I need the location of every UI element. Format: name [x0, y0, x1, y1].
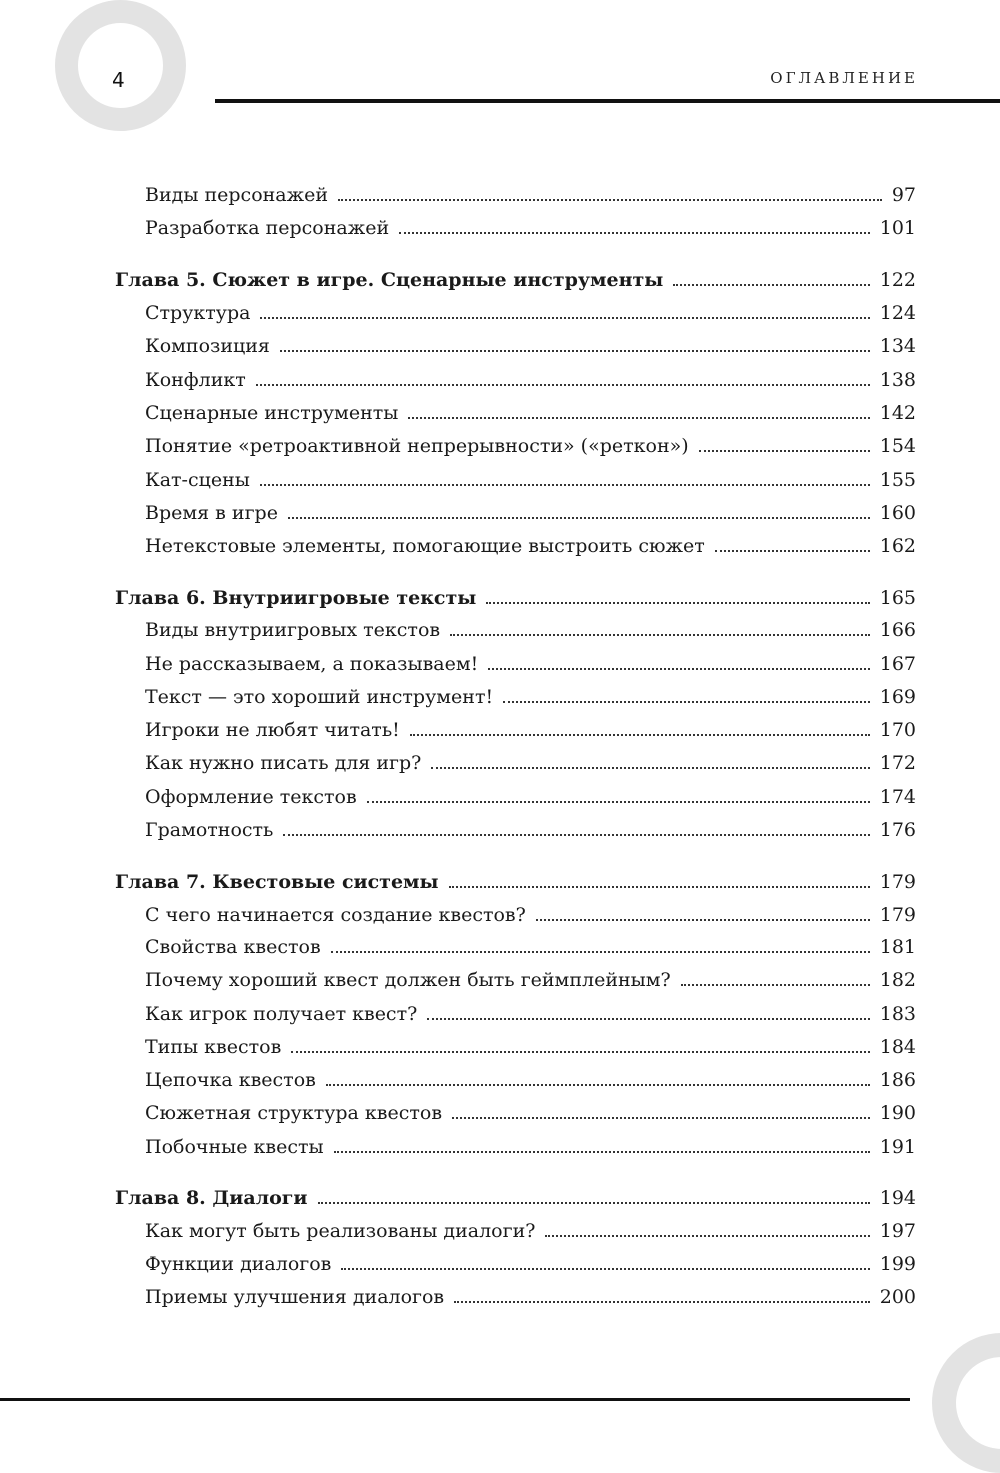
toc-chapter-page: 179: [879, 871, 916, 893]
toc-entry-page: 154: [879, 435, 916, 457]
toc-leader-dots: [452, 1117, 870, 1119]
toc-entry: [145, 685, 916, 709]
toc-chapter-title: Глава 8. Диалоги: [115, 1187, 308, 1209]
toc-chapter: [115, 586, 916, 610]
toc-entry: [145, 501, 916, 525]
toc-entry-title: Нетекстовые элементы, помогающие выстроить сюжет: [145, 535, 705, 557]
toc-leader-dots: [283, 834, 869, 836]
toc-entry-title: Не рассказываем, а показываем!: [145, 653, 479, 675]
toc-entry-title: Как игрок получает квест?: [145, 1003, 418, 1025]
toc-chapter-page: 194: [879, 1187, 916, 1209]
toc-entry-title: Текст — это хороший инструмент!: [145, 686, 494, 708]
toc-entry-title: Побочные квесты: [145, 1136, 324, 1158]
toc-entry: [145, 401, 916, 425]
toc-entry: [145, 216, 916, 240]
toc-entry: [145, 1035, 916, 1059]
toc-leader-dots: [486, 602, 869, 604]
page-number: 4: [112, 68, 125, 92]
toc-leader-dots: [331, 951, 870, 953]
toc-entry-title: Виды персонажей: [145, 184, 329, 206]
toc-leader-dots: [260, 317, 869, 319]
toc-entry-title: Разработка персонажей: [145, 217, 390, 239]
toc-entry: [145, 652, 916, 676]
toc-entry-page: 101: [879, 217, 916, 239]
toc-entry: [145, 1101, 916, 1125]
toc-leader-dots: [334, 1151, 870, 1153]
toc-entry-title: Кат-сцены: [145, 469, 250, 491]
toc-entry-page: 199: [879, 1253, 916, 1275]
toc-leader-dots: [450, 634, 870, 636]
toc-entry-page: 172: [879, 752, 916, 774]
toc-leader-dots: [318, 1202, 870, 1204]
toc-chapter-title: Глава 7. Квестовые системы: [115, 871, 439, 893]
toc-entry-title: Понятие «ретроактивной непрерывности» («реткон»): [145, 435, 689, 457]
toc-entry-page: 142: [879, 402, 916, 424]
toc-leader-dots: [288, 517, 870, 519]
toc-entry-page: 134: [879, 335, 916, 357]
toc-entry-page: 181: [879, 936, 916, 958]
toc-entry-page: 167: [879, 653, 916, 675]
toc-entry-page: 169: [879, 686, 916, 708]
toc-entry-title: Типы квестов: [145, 1036, 282, 1058]
toc-chapter: [115, 268, 916, 292]
toc-leader-dots: [449, 886, 870, 888]
toc-leader-dots: [681, 984, 870, 986]
toc-leader-dots: [454, 1301, 870, 1303]
toc-entry-title: Почему хороший квест должен быть геймплейным?: [145, 969, 671, 991]
toc-entry-title: Функции диалогов: [145, 1253, 332, 1275]
toc-leader-dots: [536, 919, 870, 921]
toc-entry-title: Как нужно писать для игр?: [145, 752, 422, 774]
toc-entry-page: 186: [879, 1069, 916, 1091]
toc-leader-dots: [488, 668, 869, 670]
toc-entry-page: 160: [879, 502, 916, 524]
toc-entry-title: Оформление текстов: [145, 786, 357, 808]
toc-leader-dots: [410, 734, 870, 736]
toc-entry-page: 197: [879, 1220, 916, 1242]
toc-entry: [145, 468, 916, 492]
footer-rule: [0, 1398, 910, 1401]
toc-entry-title: Сюжетная структура квестов: [145, 1102, 443, 1124]
toc-chapter: [115, 870, 916, 894]
toc-leader-dots: [260, 484, 870, 486]
toc-entry-title: Сценарные инструменты: [145, 402, 399, 424]
toc-entry: [145, 818, 916, 842]
toc-entry-page: 166: [879, 619, 916, 641]
toc-entry-page: 124: [879, 302, 916, 324]
toc-entry-title: Приемы улучшения диалогов: [145, 1286, 445, 1308]
toc-entry: [145, 183, 916, 207]
toc-entry: [145, 903, 916, 927]
toc-entry: [145, 1068, 916, 1092]
toc-chapter-page: 165: [879, 587, 916, 609]
toc-entry-title: Виды внутриигровых текстов: [145, 619, 441, 641]
toc-entry-page: 138: [879, 369, 916, 391]
toc-entry: [145, 968, 916, 992]
toc-leader-dots: [545, 1235, 869, 1237]
toc-entry: [145, 751, 916, 775]
toc-entry-page: 191: [879, 1136, 916, 1158]
toc-entry-title: Время в игре: [145, 502, 278, 524]
toc-entry-title: Как могут быть реализованы диалоги?: [145, 1220, 536, 1242]
toc-entry: [145, 618, 916, 642]
toc-entry-page: 184: [879, 1036, 916, 1058]
toc-leader-dots: [503, 701, 870, 703]
toc-entry-page: 162: [879, 535, 916, 557]
toc-entry-page: 179: [879, 904, 916, 926]
toc-leader-dots: [408, 417, 869, 419]
toc-entry: [145, 1252, 916, 1276]
toc-entry-page: 170: [879, 719, 916, 741]
toc-entry: [145, 935, 916, 959]
toc-leader-dots: [280, 350, 870, 352]
toc-leader-dots: [291, 1051, 869, 1053]
toc-entry: [145, 301, 916, 325]
toc-leader-dots: [341, 1268, 869, 1270]
toc-leader-dots: [338, 199, 882, 201]
toc-entry: [145, 334, 916, 358]
toc-entry-page: 183: [879, 1003, 916, 1025]
toc-leader-dots: [715, 550, 870, 552]
toc-entry: [145, 368, 916, 392]
toc-entry-title: Игроки не любят читать!: [145, 719, 400, 741]
toc-entry: [145, 785, 916, 809]
toc-entry-title: Грамотность: [145, 819, 274, 841]
toc-chapter: [115, 1186, 916, 1210]
toc-entry-title: С чего начинается создание квестов?: [145, 904, 526, 926]
toc-chapter-title: Глава 6. Внутриигровые тексты: [115, 587, 477, 609]
toc-chapter-page: 122: [879, 269, 916, 291]
toc-leader-dots: [256, 384, 870, 386]
toc-leader-dots: [431, 767, 869, 769]
running-head: ОГЛАВЛЕНИЕ: [770, 69, 918, 87]
toc-entry: [145, 534, 916, 558]
toc-entry: [145, 718, 916, 742]
toc-entry-page: 176: [879, 819, 916, 841]
toc-entry: [145, 1135, 916, 1159]
toc-entry-page: 200: [879, 1286, 916, 1308]
toc-entry-page: 182: [879, 969, 916, 991]
toc-leader-dots: [326, 1084, 870, 1086]
toc-chapter-title: Глава 5. Сюжет в игре. Сценарные инструменты: [115, 269, 664, 291]
toc-entry: [145, 1285, 916, 1309]
toc-entry-title: Структура: [145, 302, 251, 324]
toc-entry-title: Конфликт: [145, 369, 246, 391]
toc-leader-dots: [673, 284, 869, 286]
toc-entry-page: 97: [891, 184, 916, 206]
toc-entry-page: 174: [879, 786, 916, 808]
toc-entry-title: Композиция: [145, 335, 270, 357]
toc-entry-title: Цепочка квестов: [145, 1069, 316, 1091]
toc-leader-dots: [699, 450, 870, 452]
toc-leader-dots: [399, 232, 870, 234]
toc-entry: [145, 1002, 916, 1026]
toc-entry: [145, 1219, 916, 1243]
toc-entry-page: 190: [879, 1102, 916, 1124]
toc-leader-dots: [367, 801, 870, 803]
toc-leader-dots: [427, 1018, 869, 1020]
toc-entry: [145, 434, 916, 458]
toc-entry-title: Свойства квестов: [145, 936, 321, 958]
toc-entry-page: 155: [879, 469, 916, 491]
